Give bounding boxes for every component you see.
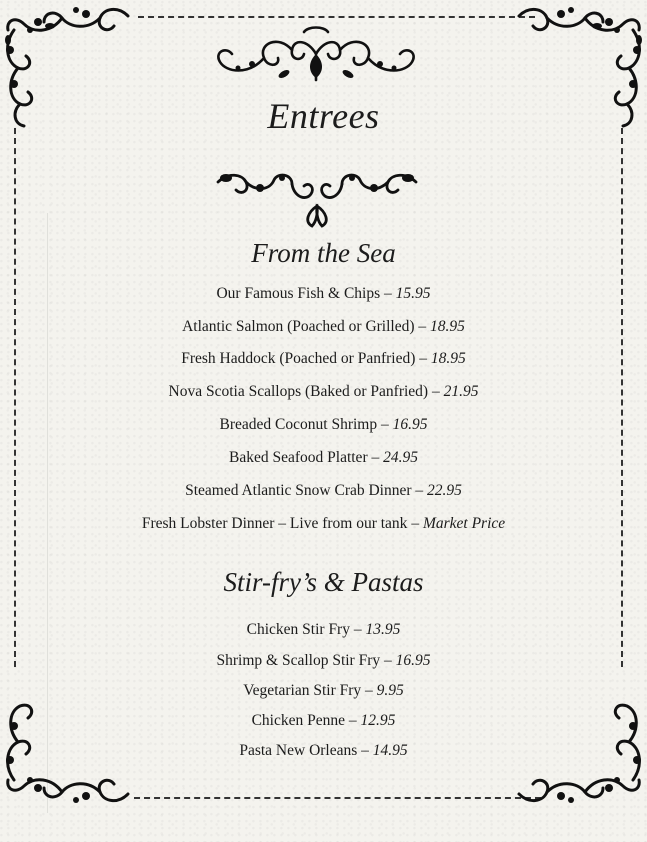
item-price: 24.95 (383, 449, 418, 466)
item-separator: – (357, 742, 373, 759)
item-price: 14.95 (372, 742, 408, 759)
item-price: 18.95 (430, 318, 465, 335)
item-name: Shrimp & Scallop Stir Fry (216, 652, 381, 669)
item-separator: – (411, 482, 428, 499)
item-separator: – (380, 285, 396, 302)
frame-top-border (138, 16, 535, 18)
section-title-from-the-sea: From the Sea (251, 238, 396, 268)
item-price: 16.95 (395, 652, 431, 669)
item-name: Atlantic Salmon (Poached or Grilled) (182, 318, 415, 335)
menu-item (0, 383, 647, 401)
menu-item (0, 416, 647, 434)
item-separator: – (414, 318, 431, 335)
menu-item (0, 318, 647, 336)
menu-item (0, 285, 647, 303)
menu-item (0, 350, 647, 368)
menu-item (0, 621, 647, 639)
item-name: Baked Seafood Platter (229, 449, 368, 466)
menu-item (0, 682, 647, 700)
item-name: Steamed Atlantic Snow Crab Dinner (185, 482, 412, 499)
page-title: Entrees (267, 96, 380, 136)
item-separator: – (407, 515, 423, 532)
item-separator: – (345, 712, 361, 729)
item-separator: – (380, 652, 396, 669)
item-price: 12.95 (360, 712, 396, 729)
item-name: Our Famous Fish & Chips (216, 285, 381, 302)
menu-item (0, 652, 647, 670)
menu-item (0, 712, 647, 730)
menu-item (0, 449, 647, 467)
menu-item (0, 515, 647, 533)
item-price: 9.95 (376, 682, 404, 699)
item-separator: – (367, 449, 384, 466)
item-separator: – (349, 621, 366, 638)
header-ornament (208, 24, 424, 86)
item-name: Vegetarian Stir Fry (243, 682, 362, 699)
item-name: Nova Scotia Scallops (Baked or Panfried) (168, 383, 429, 400)
item-name: Fresh Haddock (Poached or Panfried) (181, 350, 416, 367)
item-price: 16.95 (392, 416, 428, 433)
item-name: Pasta New Orleans (239, 742, 358, 759)
item-name: Fresh Lobster Dinner – Live from our tank (141, 515, 408, 532)
item-price: Market Price (422, 515, 506, 532)
item-price: 15.95 (395, 285, 431, 302)
section-title-stir-fry-pastas: Stir-fry’s & Pastas (223, 567, 424, 597)
title-divider-ornament (212, 168, 422, 228)
item-price: 22.95 (427, 482, 462, 499)
item-price: 18.95 (430, 350, 466, 367)
frame-bottom-border (134, 797, 541, 799)
menu-item (0, 742, 647, 760)
item-name: Chicken Penne (251, 712, 346, 729)
item-name: Breaded Coconut Shrimp (219, 416, 378, 433)
item-separator: – (361, 682, 377, 699)
item-price: 21.95 (443, 383, 479, 400)
item-separator: – (415, 350, 431, 367)
menu-item (0, 482, 647, 500)
item-separator: – (428, 383, 444, 400)
item-separator: – (377, 416, 393, 433)
item-name: Chicken Stir Fry (246, 621, 350, 638)
item-price: 13.95 (365, 621, 401, 638)
